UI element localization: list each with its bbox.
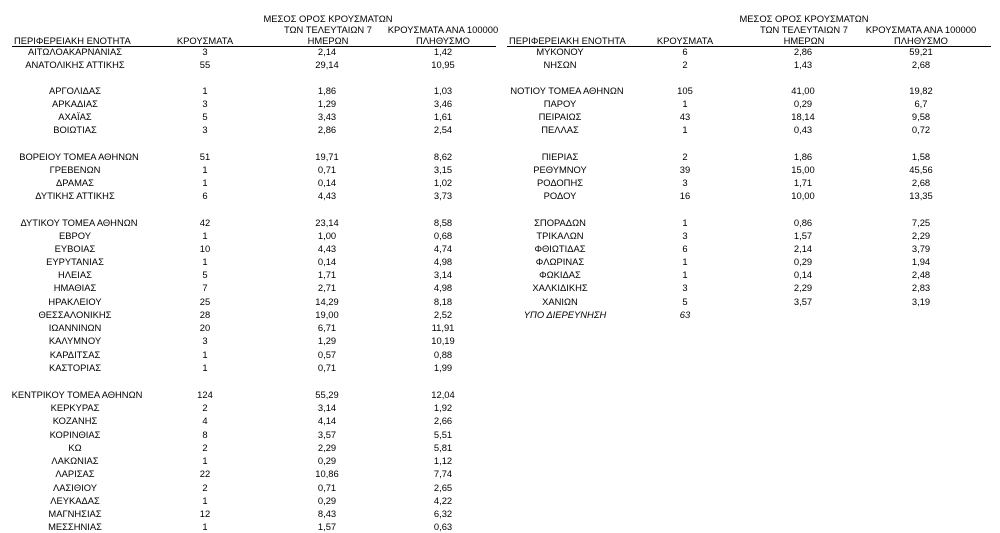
per100k-value: 1,61 — [433, 111, 453, 122]
region-name: ΘΕΣΣΑΛΟΝΙΚΗΣ — [38, 309, 112, 320]
cases-value: 1 — [202, 362, 208, 373]
left-header-cases: ΚΡΟΥΣΜΑΤΑ — [176, 35, 234, 46]
per100k-value: 2,29 — [911, 230, 931, 241]
cases-value: 4 — [202, 415, 208, 426]
avg-value: 2,71 — [317, 282, 337, 293]
region-name: ΗΜΑΘΙΑΣ — [53, 282, 97, 293]
region-name: ΚΑΣΤΟΡΙΑΣ — [48, 362, 102, 373]
region-name: ΠΕΛΛΑΣ — [541, 124, 579, 135]
cases-value: 1 — [202, 230, 208, 241]
right-header-cases: ΚΡΟΥΣΜΑΤΑ — [656, 35, 714, 46]
per100k-value: 0,88 — [433, 349, 453, 360]
region-name: ΚΕΝΤΡΙΚΟΥ ΤΟΜΕΑ ΑΘΗΝΩΝ — [11, 389, 143, 400]
region-name: ΔΥΤΙΚΟΥ ΤΟΜΕΑ ΑΘΗΝΩΝ — [20, 217, 138, 228]
region-name: ΧΑΝΙΩΝ — [542, 296, 578, 307]
cases-value: 6 — [682, 243, 688, 254]
avg-value: 14,29 — [315, 296, 339, 307]
per100k-value: 12,04 — [431, 389, 455, 400]
cases-value: 1 — [202, 455, 208, 466]
per100k-value: 6,7 — [914, 98, 928, 109]
per100k-value: 3,73 — [433, 190, 453, 201]
cases-value: 63 — [679, 309, 691, 320]
cases-value: 2 — [682, 59, 688, 70]
per100k-value: 9,58 — [911, 111, 931, 122]
cases-value: 1 — [202, 521, 208, 532]
per100k-value: 3,19 — [911, 296, 931, 307]
region-name: ΑΙΤΩΛΟΑΚΑΡΝΑΝΙΑΣ — [27, 46, 123, 57]
region-name: ΤΡΙΚΑΛΩΝ — [536, 230, 584, 241]
avg-value: 4,43 — [317, 243, 337, 254]
per100k-value: 10,19 — [431, 335, 455, 346]
avg-value: 1,00 — [317, 230, 337, 241]
per100k-value: 1,02 — [433, 177, 453, 188]
cases-value: 6 — [202, 190, 208, 201]
left-header-avg-line1: ΜΕΣΟΣ ΟΡΟΣ ΚΡΟΥΣΜΑΤΩΝ — [263, 13, 393, 24]
region-name: ΠΙΕΡΙΑΣ — [541, 151, 579, 162]
cases-value: 8 — [202, 429, 208, 440]
region-name: ΥΠΟ ΔΙΕΡΕΥΝΗΣΗ — [523, 309, 607, 320]
cases-value: 3 — [682, 230, 688, 241]
cases-value: 2 — [202, 482, 208, 493]
avg-value: 1,86 — [317, 85, 337, 96]
region-name: ΠΕΙΡΑΙΩΣ — [538, 111, 582, 122]
avg-value: 0,29 — [793, 256, 813, 267]
region-name: ΝΟΤΙΟΥ ΤΟΜΕΑ ΑΘΗΝΩΝ — [510, 85, 624, 96]
per100k-value: 4,74 — [433, 243, 453, 254]
avg-value: 3,57 — [793, 296, 813, 307]
right-header-avg-line1: ΜΕΣΟΣ ΟΡΟΣ ΚΡΟΥΣΜΑΤΩΝ — [739, 13, 869, 24]
avg-value: 3,43 — [317, 111, 337, 122]
region-name: ΕΥΡΥΤΑΝΙΑΣ — [46, 256, 104, 267]
cases-value: 55 — [199, 59, 211, 70]
region-name: ΚΑΡΔΙΤΣΑΣ — [49, 349, 101, 360]
right-header-avg-line2: ΤΩΝ ΤΕΛΕΥΤΑΙΩΝ 7 — [759, 24, 848, 35]
avg-value: 0,71 — [317, 482, 337, 493]
per100k-value: 59,21 — [909, 46, 933, 57]
region-name: ΜΑΓΝΗΣΙΑΣ — [48, 508, 102, 519]
region-name: ΚΕΡΚΥΡΑΣ — [50, 402, 100, 413]
per100k-value: 2,68 — [911, 177, 931, 188]
per100k-value: 8,62 — [433, 151, 453, 162]
per100k-value: 45,56 — [909, 164, 933, 175]
cases-value: 3 — [682, 177, 688, 188]
region-name: ΣΠΟΡΑΔΩΝ — [534, 217, 586, 228]
cases-value: 7 — [202, 282, 208, 293]
per100k-value: 0,63 — [433, 521, 453, 532]
per100k-value: 2,68 — [911, 59, 931, 70]
region-name: ΗΛΕΙΑΣ — [58, 269, 92, 280]
region-name: ΕΥΒΟΙΑΣ — [54, 243, 96, 254]
right-header-region: ΠΕΡΙΦΕΡΕΙΑΚΗ ΕΝΟΤΗΤΑ — [509, 35, 626, 46]
region-name: ΦΩΚΙΔΑΣ — [539, 269, 581, 280]
cases-value: 124 — [197, 389, 213, 400]
cases-value: 1 — [682, 256, 688, 267]
per100k-value: 13,35 — [909, 190, 933, 201]
avg-value: 29,14 — [315, 59, 339, 70]
per100k-value: 3,46 — [433, 98, 453, 109]
cases-value: 22 — [199, 468, 211, 479]
per100k-value: 5,51 — [433, 429, 453, 440]
per100k-value: 4,98 — [433, 256, 453, 267]
region-name: ΚΟΖΑΝΗΣ — [52, 415, 98, 426]
region-name: ΚΟΡΙΝΘΙΑΣ — [49, 429, 101, 440]
cases-value: 6 — [682, 46, 688, 57]
cases-value: 1 — [202, 349, 208, 360]
avg-value: 1,71 — [317, 269, 337, 280]
per100k-value: 2,52 — [433, 309, 453, 320]
region-name: ΚΩ — [68, 442, 82, 453]
left-header-avg-line3: ΗΜΕΡΩΝ — [307, 35, 349, 46]
cases-value: 43 — [679, 111, 691, 122]
avg-value: 18,14 — [791, 111, 815, 122]
avg-value: 1,57 — [793, 230, 813, 241]
avg-value: 19,71 — [315, 151, 339, 162]
per100k-value: 11,91 — [431, 322, 455, 333]
per100k-value: 2,54 — [433, 124, 453, 135]
avg-value: 3,14 — [317, 402, 337, 413]
region-name: ΑΧΑΪΑΣ — [58, 111, 92, 122]
avg-value: 10,86 — [315, 468, 339, 479]
left-header-per100k-line1: ΚΡΟΥΣΜΑΤΑ ΑΝΑ 100000 — [387, 24, 499, 35]
per100k-value: 5,81 — [433, 442, 453, 453]
cases-value: 3 — [202, 98, 208, 109]
region-name: ΧΑΛΚΙΔΙΚΗΣ — [532, 282, 588, 293]
avg-value: 0,29 — [793, 98, 813, 109]
per100k-value: 1,58 — [911, 151, 931, 162]
region-name: ΑΡΓΟΛΙΔΑΣ — [49, 85, 101, 96]
avg-value: 0,43 — [793, 124, 813, 135]
left-header-region: ΠΕΡΙΦΕΡΕΙΑΚΗ ΕΝΟΤΗΤΑ — [14, 35, 131, 46]
cases-value: 1 — [202, 495, 208, 506]
cases-value: 1 — [202, 256, 208, 267]
cases-value: 28 — [199, 309, 211, 320]
region-name: ΙΩΑΝΝΙΝΩΝ — [48, 322, 102, 333]
avg-value: 15,00 — [791, 164, 815, 175]
per100k-value: 3,79 — [911, 243, 931, 254]
cases-value: 2 — [202, 442, 208, 453]
per100k-value: 0,68 — [433, 230, 453, 241]
avg-value: 1,71 — [793, 177, 813, 188]
per100k-value: 7,74 — [433, 468, 453, 479]
avg-value: 1,29 — [317, 98, 337, 109]
per100k-value: 4,22 — [433, 495, 453, 506]
cases-value: 39 — [679, 164, 691, 175]
cases-value: 1 — [202, 164, 208, 175]
cases-value: 1 — [682, 269, 688, 280]
region-name: ΡΟΔΟΥ — [543, 190, 577, 201]
cases-value: 1 — [682, 124, 688, 135]
cases-value: 5 — [202, 269, 208, 280]
avg-value: 2,29 — [793, 282, 813, 293]
cases-value: 5 — [682, 296, 688, 307]
region-name: ΑΝΑΤΟΛΙΚΗΣ ΑΤΤΙΚΗΣ — [25, 59, 125, 70]
avg-value: 0,14 — [317, 177, 337, 188]
per100k-value: 19,82 — [909, 85, 933, 96]
avg-value: 0,71 — [317, 164, 337, 175]
region-name: ΝΗΣΩΝ — [543, 59, 577, 70]
avg-value: 19,00 — [315, 309, 339, 320]
left-header-avg-line2: ΤΩΝ ΤΕΛΕΥΤΑΙΩΝ 7 — [283, 24, 372, 35]
cases-value: 1 — [202, 177, 208, 188]
region-name: ΜΥΚΟΝΟΥ — [536, 46, 584, 57]
avg-value: 0,29 — [317, 455, 337, 466]
cases-value: 20 — [199, 322, 211, 333]
right-header-avg-line3: ΗΜΕΡΩΝ — [783, 35, 825, 46]
avg-value: 2,86 — [317, 124, 337, 135]
per100k-value: 10,95 — [431, 59, 455, 70]
avg-value: 2,86 — [793, 46, 813, 57]
cases-value: 1 — [682, 217, 688, 228]
avg-value: 4,14 — [317, 415, 337, 426]
per100k-value: 1,03 — [433, 85, 453, 96]
avg-value: 0,14 — [317, 256, 337, 267]
region-name: ΦΛΩΡΙΝΑΣ — [535, 256, 585, 267]
region-name: ΔΡΑΜΑΣ — [56, 177, 94, 188]
cases-value: 51 — [199, 151, 211, 162]
avg-value: 2,29 — [317, 442, 337, 453]
region-name: ΛΑΡΙΣΑΣ — [55, 468, 95, 479]
region-name: ΛΕΥΚΑΔΑΣ — [50, 495, 100, 506]
per100k-value: 3,14 — [433, 269, 453, 280]
per100k-value: 0,72 — [911, 124, 931, 135]
avg-value: 0,57 — [317, 349, 337, 360]
cases-value: 1 — [202, 85, 208, 96]
cases-value: 25 — [199, 296, 211, 307]
region-name: ΦΘΙΩΤΙΔΑΣ — [534, 243, 586, 254]
avg-value: 3,57 — [317, 429, 337, 440]
per100k-value: 1,42 — [433, 46, 453, 57]
right-header-per100k-line2: ΠΛΗΘΥΣΜΟ — [894, 35, 948, 46]
per100k-value: 1,12 — [433, 455, 453, 466]
avg-value: 2,14 — [317, 46, 337, 57]
region-name: ΛΑΚΩΝΙΑΣ — [51, 455, 99, 466]
avg-value: 2,14 — [793, 243, 813, 254]
avg-value: 0,86 — [793, 217, 813, 228]
cases-value: 42 — [199, 217, 211, 228]
region-name: ΜΕΣΣΗΝΙΑΣ — [48, 521, 102, 532]
region-name: ΗΡΑΚΛΕΙΟΥ — [48, 296, 102, 307]
avg-value: 23,14 — [315, 217, 339, 228]
per100k-value: 8,18 — [433, 296, 453, 307]
region-name: ΑΡΚΑΔΙΑΣ — [52, 98, 98, 109]
avg-value: 0,71 — [317, 362, 337, 373]
cases-value: 10 — [199, 243, 211, 254]
avg-value: 0,29 — [317, 495, 337, 506]
avg-value: 1,86 — [793, 151, 813, 162]
cases-value: 16 — [679, 190, 691, 201]
right-header-per100k-line1: ΚΡΟΥΣΜΑΤΑ ΑΝΑ 100000 — [865, 24, 977, 35]
per100k-value: 8,58 — [433, 217, 453, 228]
per100k-value: 6,32 — [433, 508, 453, 519]
avg-value: 0,14 — [793, 269, 813, 280]
cases-value: 3 — [202, 124, 208, 135]
per100k-value: 2,48 — [911, 269, 931, 280]
avg-value: 1,57 — [317, 521, 337, 532]
cases-value: 3 — [202, 335, 208, 346]
region-name: ΒΟΡΕΙΟΥ ΤΟΜΕΑ ΑΘΗΝΩΝ — [19, 151, 139, 162]
cases-value: 3 — [202, 46, 208, 57]
per100k-value: 2,83 — [911, 282, 931, 293]
cases-value: 12 — [199, 508, 211, 519]
avg-value: 4,43 — [317, 190, 337, 201]
avg-value: 8,43 — [317, 508, 337, 519]
cases-value: 105 — [677, 85, 693, 96]
region-name: ΡΕΘΥΜΝΟΥ — [533, 164, 587, 175]
per100k-value: 2,66 — [433, 415, 453, 426]
avg-value: 1,29 — [317, 335, 337, 346]
per100k-value: 1,94 — [911, 256, 931, 267]
region-name: ΔΥΤΙΚΗΣ ΑΤΤΙΚΗΣ — [35, 190, 115, 201]
region-name: ΠΑΡΟΥ — [543, 98, 577, 109]
region-name: ΕΒΡΟΥ — [58, 230, 91, 241]
left-header-per100k-line2: ΠΛΗΘΥΣΜΟ — [416, 35, 470, 46]
region-name: ΚΑΛΥΜΝΟΥ — [48, 335, 102, 346]
cases-value: 2 — [202, 402, 208, 413]
avg-value: 10,00 — [791, 190, 815, 201]
region-name: ΡΟΔΟΠΗΣ — [536, 177, 584, 188]
region-name: ΓΡΕΒΕΝΩΝ — [49, 164, 101, 175]
per100k-value: 2,65 — [433, 482, 453, 493]
avg-value: 6,71 — [317, 322, 337, 333]
per100k-value: 7,25 — [911, 217, 931, 228]
cases-value: 1 — [682, 98, 688, 109]
avg-value: 55,29 — [315, 389, 339, 400]
avg-value: 1,43 — [793, 59, 813, 70]
region-name: ΒΟΙΩΤΙΑΣ — [53, 124, 97, 135]
region-name: ΛΑΣΙΘΙΟΥ — [52, 482, 98, 493]
cases-value: 2 — [682, 151, 688, 162]
cases-value: 3 — [682, 282, 688, 293]
avg-value: 41,00 — [791, 85, 815, 96]
per100k-value: 1,92 — [433, 402, 453, 413]
per100k-value: 4,98 — [433, 282, 453, 293]
cases-value: 5 — [202, 111, 208, 122]
per100k-value: 1,99 — [433, 362, 453, 373]
per100k-value: 3,15 — [433, 164, 453, 175]
